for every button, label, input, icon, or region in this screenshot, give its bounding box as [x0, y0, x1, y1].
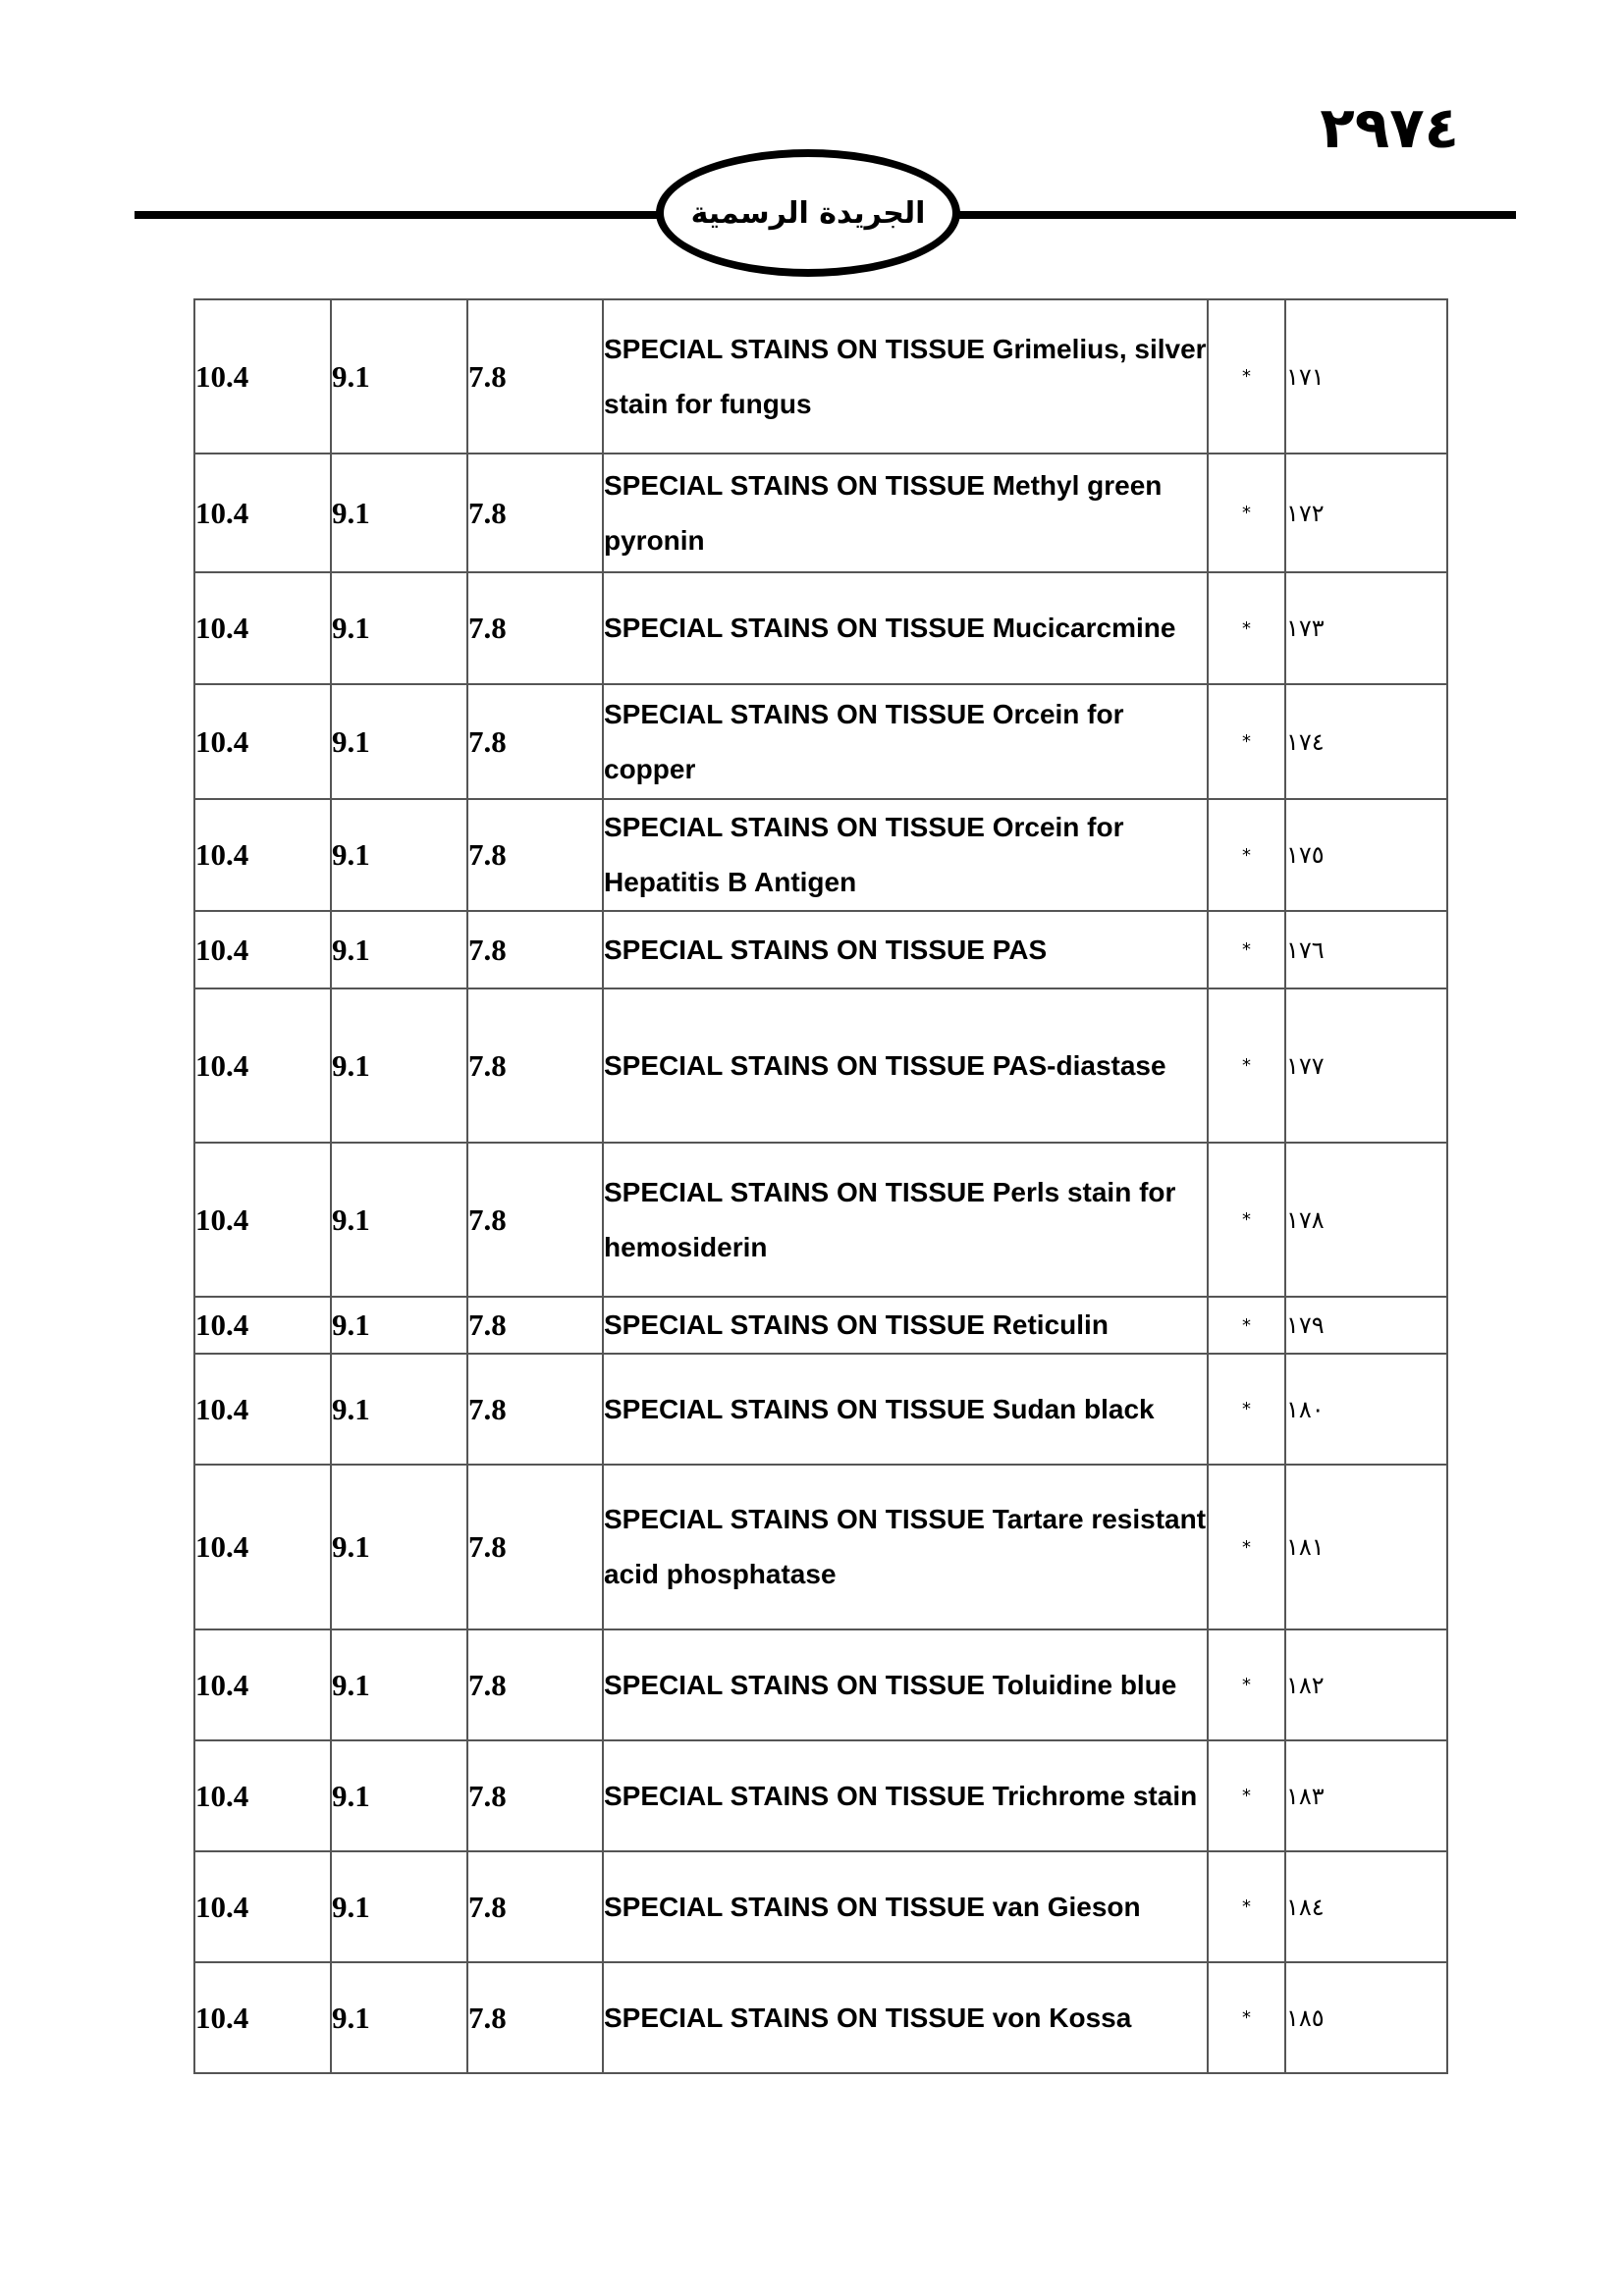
value-cell-3: 7.8 [467, 1629, 603, 1740]
value-cell-1: 10.4 [194, 572, 331, 684]
table-row [194, 1962, 1447, 2073]
index-cell: ١٧٣ [1285, 572, 1447, 684]
value-cell-2: 9.1 [331, 299, 467, 454]
index-cell: ١٧٦ [1285, 911, 1447, 988]
value-cell-3: 7.8 [467, 1143, 603, 1297]
value-cell-2: 9.1 [331, 1740, 467, 1851]
value-cell-2: 9.1 [331, 1962, 467, 2073]
value-cell-3: 7.8 [467, 1465, 603, 1629]
index-cell: ١٧٥ [1285, 799, 1447, 911]
mark-cell: * [1208, 1143, 1285, 1297]
value-cell-3: 7.8 [467, 799, 603, 911]
value-cell-2: 9.1 [331, 988, 467, 1143]
value-cell-3: 7.8 [467, 1740, 603, 1851]
description-cell: SPECIAL STAINS ON TISSUE PAS [603, 911, 1208, 988]
table-row [194, 299, 1447, 454]
mark-cell: * [1208, 572, 1285, 684]
value-cell-1: 10.4 [194, 1143, 331, 1297]
value-cell-2: 9.1 [331, 799, 467, 911]
value-cell-2: 9.1 [331, 1465, 467, 1629]
description-cell: SPECIAL STAINS ON TISSUE Tartare resistant acid phosphatase [603, 1465, 1208, 1629]
value-cell-3: 7.8 [467, 454, 603, 572]
mark-cell: * [1208, 684, 1285, 799]
value-cell-1: 10.4 [194, 684, 331, 799]
value-cell-2: 9.1 [331, 454, 467, 572]
value-cell-3: 7.8 [467, 1962, 603, 2073]
description-cell: SPECIAL STAINS ON TISSUE PAS-diastase [603, 988, 1208, 1143]
description-cell: SPECIAL STAINS ON TISSUE Perls stain for hemosiderin [603, 1143, 1208, 1297]
value-cell-2: 9.1 [331, 1629, 467, 1740]
value-cell-1: 10.4 [194, 1962, 331, 2073]
table-row [194, 1851, 1447, 1962]
value-cell-1: 10.4 [194, 799, 331, 911]
description-cell: SPECIAL STAINS ON TISSUE Orcein for copper [603, 684, 1208, 799]
description-cell: SPECIAL STAINS ON TISSUE Methyl green pyronin [603, 454, 1208, 572]
value-cell-3: 7.8 [467, 299, 603, 454]
publication-title-oval [656, 149, 960, 277]
mark-cell: * [1208, 1297, 1285, 1354]
value-cell-2: 9.1 [331, 911, 467, 988]
description-cell: SPECIAL STAINS ON TISSUE Orcein for Hepatitis B Antigen [603, 799, 1208, 911]
description-cell: SPECIAL STAINS ON TISSUE Sudan black [603, 1354, 1208, 1465]
value-cell-1: 10.4 [194, 1629, 331, 1740]
table-row [194, 572, 1447, 684]
table-row [194, 1465, 1447, 1629]
mark-cell: * [1208, 1962, 1285, 2073]
index-cell: ١٧٤ [1285, 684, 1447, 799]
description-cell: SPECIAL STAINS ON TISSUE Mucicarcmine [603, 572, 1208, 684]
description-cell: SPECIAL STAINS ON TISSUE Grimelius, silver stain for fungus [603, 299, 1208, 454]
mark-cell: * [1208, 299, 1285, 454]
description-cell: SPECIAL STAINS ON TISSUE Reticulin [603, 1297, 1208, 1354]
value-cell-2: 9.1 [331, 1297, 467, 1354]
value-cell-3: 7.8 [467, 1297, 603, 1354]
value-cell-3: 7.8 [467, 1851, 603, 1962]
value-cell-1: 10.4 [194, 1851, 331, 1962]
table-row [194, 454, 1447, 572]
description-cell: SPECIAL STAINS ON TISSUE van Gieson [603, 1851, 1208, 1962]
table-row [194, 684, 1447, 799]
mark-cell: * [1208, 1851, 1285, 1962]
value-cell-3: 7.8 [467, 1354, 603, 1465]
index-cell: ١٨٢ [1285, 1629, 1447, 1740]
value-cell-1: 10.4 [194, 1297, 331, 1354]
index-cell: ١٧٩ [1285, 1297, 1447, 1354]
description-cell: SPECIAL STAINS ON TISSUE Trichrome stain [603, 1740, 1208, 1851]
value-cell-1: 10.4 [194, 1740, 331, 1851]
table-row [194, 1297, 1447, 1354]
index-cell: ١٨٤ [1285, 1851, 1447, 1962]
value-cell-1: 10.4 [194, 911, 331, 988]
value-cell-2: 9.1 [331, 572, 467, 684]
index-cell: ١٨٣ [1285, 1740, 1447, 1851]
value-cell-3: 7.8 [467, 988, 603, 1143]
mark-cell: * [1208, 799, 1285, 911]
table-row [194, 1629, 1447, 1740]
mark-cell: * [1208, 1629, 1285, 1740]
mark-cell: * [1208, 988, 1285, 1143]
tariff-table [193, 298, 1448, 2074]
index-cell: ١٨١ [1285, 1465, 1447, 1629]
index-cell: ١٧٢ [1285, 454, 1447, 572]
mark-cell: * [1208, 1354, 1285, 1465]
mark-cell: * [1208, 1740, 1285, 1851]
value-cell-1: 10.4 [194, 988, 331, 1143]
table-row [194, 911, 1447, 988]
value-cell-1: 10.4 [194, 299, 331, 454]
mark-cell: * [1208, 1465, 1285, 1629]
value-cell-3: 7.8 [467, 684, 603, 799]
table-row [194, 1740, 1447, 1851]
index-cell: ١٨٥ [1285, 1962, 1447, 2073]
publication-title: الجريدة الرسمية [690, 195, 926, 231]
index-cell: ١٨٠ [1285, 1354, 1447, 1465]
value-cell-3: 7.8 [467, 572, 603, 684]
value-cell-2: 9.1 [331, 1354, 467, 1465]
value-cell-2: 9.1 [331, 1143, 467, 1297]
value-cell-3: 7.8 [467, 911, 603, 988]
value-cell-2: 9.1 [331, 1851, 467, 1962]
mark-cell: * [1208, 911, 1285, 988]
table-row [194, 1354, 1447, 1465]
value-cell-2: 9.1 [331, 684, 467, 799]
value-cell-1: 10.4 [194, 454, 331, 572]
table-row [194, 1143, 1447, 1297]
value-cell-1: 10.4 [194, 1465, 331, 1629]
index-cell: ١٧١ [1285, 299, 1447, 454]
mark-cell: * [1208, 454, 1285, 572]
description-cell: SPECIAL STAINS ON TISSUE Toluidine blue [603, 1629, 1208, 1740]
table-row [194, 799, 1447, 911]
value-cell-1: 10.4 [194, 1354, 331, 1465]
page-number: ٢٩٧٤ [1320, 94, 1459, 161]
table-row [194, 988, 1447, 1143]
index-cell: ١٧٨ [1285, 1143, 1447, 1297]
index-cell: ١٧٧ [1285, 988, 1447, 1143]
description-cell: SPECIAL STAINS ON TISSUE von Kossa [603, 1962, 1208, 2073]
